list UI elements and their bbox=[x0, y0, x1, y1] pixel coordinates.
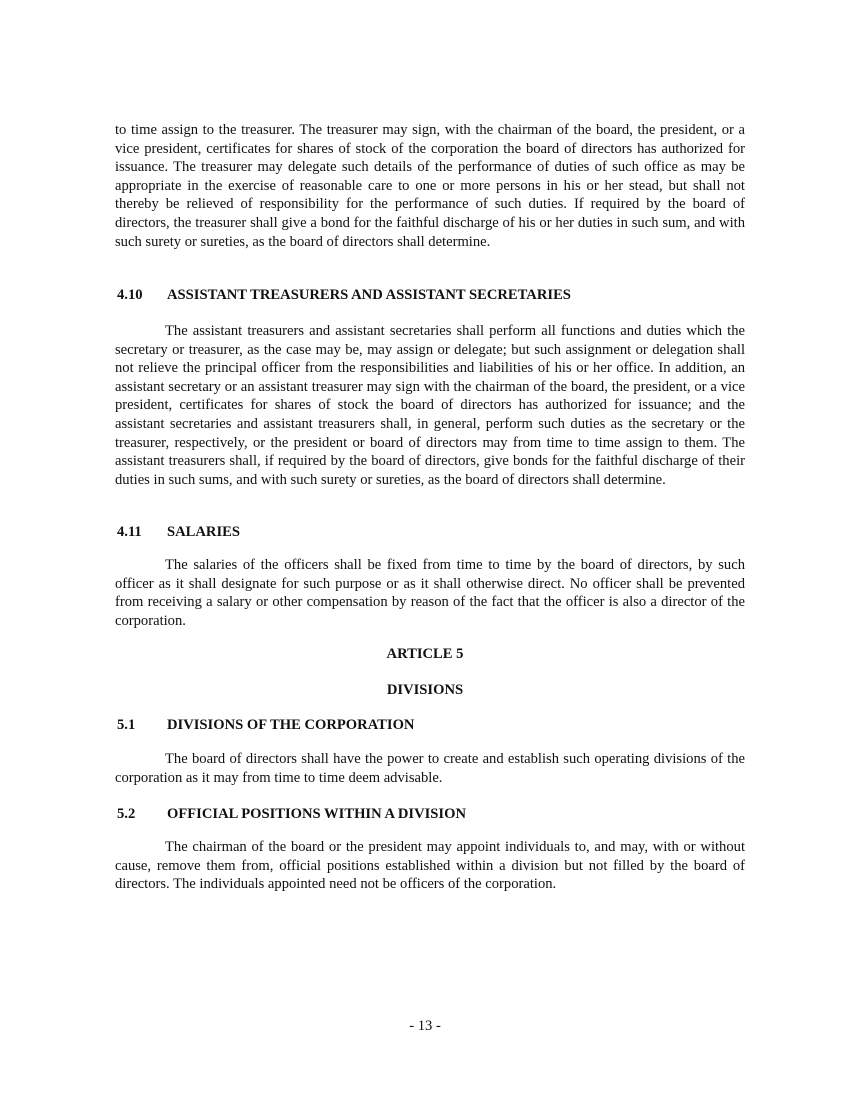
section-number: 5.1 bbox=[117, 717, 136, 733]
section-heading-4-11 bbox=[117, 524, 240, 541]
section-heading-5-1 bbox=[117, 717, 414, 734]
section-number: 5.2 bbox=[117, 806, 136, 822]
section-heading-4-10 bbox=[117, 287, 571, 304]
section-number: 4.11 bbox=[117, 524, 142, 540]
page-number: - 13 - bbox=[409, 1018, 441, 1034]
section-paragraph-5-2: The chairman of the board or the president may appoint individuals to, and may, with or without cause, remove them from, official positions established within a division but not filled by the board of directors. The individuals appointed need not be officers of the corporation. bbox=[115, 839, 745, 893]
article-title: DIVISIONS bbox=[386, 682, 464, 698]
section-title: OFFICIAL POSITIONS WITHIN A DIVISION bbox=[167, 806, 466, 822]
section-title: DIVISIONS OF THE CORPORATION bbox=[167, 717, 415, 733]
article-heading: ARTICLE 5 bbox=[386, 646, 464, 662]
section-number: 4.10 bbox=[117, 287, 143, 303]
section-paragraph-4-10: The assistant treasurers and assistant secretaries shall perform all functions and duties which the secretary or treasurer, as the case may be, may assign or delegate; but such assignment or delegation shall not relieve the principal officer from the responsibilities and liabilities of his or her office. In addition, an assistant secretary or an assistant treasurer may sign with the chairman of the board, the president, or a vice president, certificates for shares of stock the board of directors has authorized for issuance; and the assistant secretaries and assistant treasurers shall, in general, perform such duties as the secretary or the treasurer, respectively, or the president or board of directors may from time to time assign to them. The assistant treasurers shall, if required by the board of directors, give bonds for the faithful discharge of their duties in such sums, and with such surety or sureties, as the board of directors shall determine. bbox=[115, 323, 745, 488]
intro-paragraph: to time assign to the treasurer. The treasurer may sign, with the chairman of the board, the president, or a vice president, certificates for shares of stock of the corporation the board of directors has authorized for issuance. The treasurer may delegate such details of the performance of duties of such office as may be appropriate in the exercise of reasonable care to one or more persons in his or her stead, but shall not thereby be relieved of responsibility for the performance of such duties. If required by the board of directors, the treasurer shall give a bond for the faithful discharge of his or her duties in such sum, and with such surety or sureties, as the board of directors shall determine. bbox=[115, 122, 745, 250]
section-paragraph-4-11: The salaries of the officers shall be fixed from time to time by the board of directors, by such officer as it shall designate for such purpose or as it shall otherwise direct. No officer shall be prevented from receiving a salary or other compensation by reason of the fact that the officer is also a director of the corporation. bbox=[115, 557, 745, 629]
section-title: SALARIES bbox=[167, 524, 240, 540]
section-heading-5-2 bbox=[117, 806, 466, 823]
section-title: ASSISTANT TREASURERS AND ASSISTANT SECRETARIES bbox=[167, 287, 571, 303]
section-paragraph-5-1: The board of directors shall have the power to create and establish such operating divisions of the corporation as it may from time to time deem advisable. bbox=[115, 751, 745, 786]
